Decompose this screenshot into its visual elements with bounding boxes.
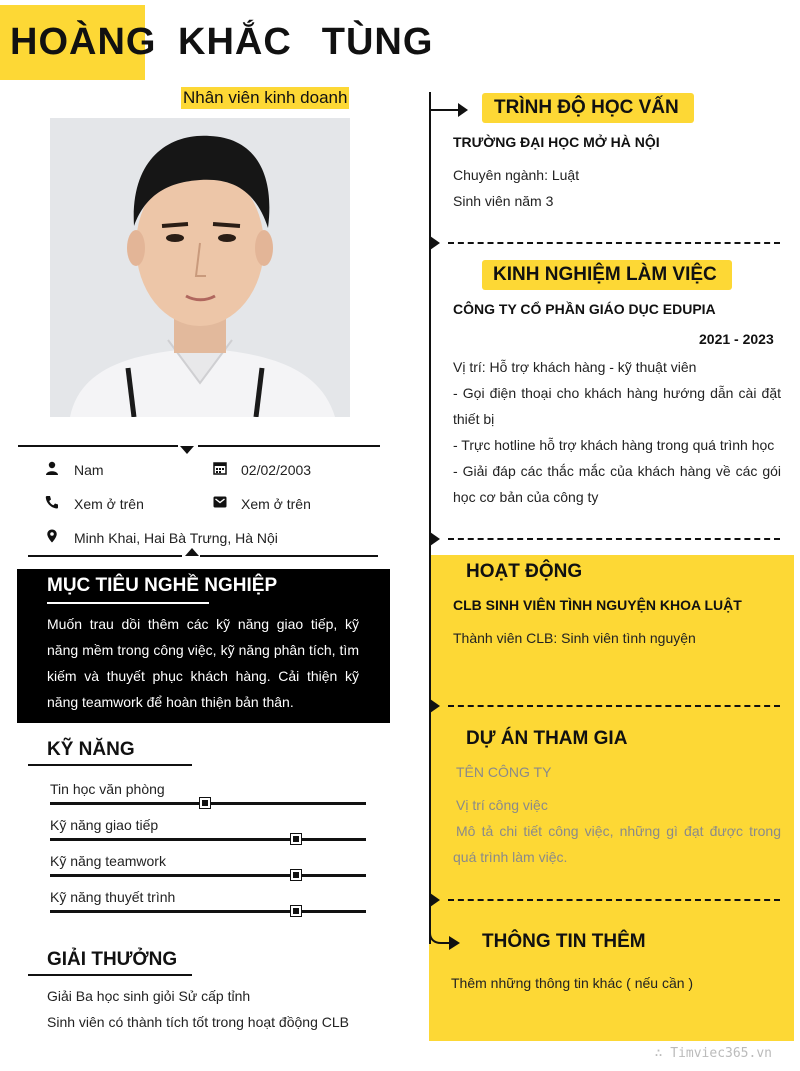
- mail-icon: [213, 495, 227, 509]
- skill-level-handle[interactable]: [291, 870, 301, 880]
- activities-org: CLB SINH VIÊN TÌNH NGUYỆN KHOA LUẬT: [453, 597, 742, 613]
- awards-underline: [28, 974, 192, 976]
- name-middle: KHẮC: [178, 21, 292, 63]
- phone-value: Xem ở trên: [74, 496, 144, 512]
- gender-value: Nam: [74, 462, 104, 478]
- user-icon: [45, 461, 59, 475]
- calendar-icon: [213, 461, 227, 475]
- section-divider: [448, 242, 780, 244]
- skills-title: KỸ NĂNG: [47, 739, 135, 760]
- divider-marker: [180, 446, 194, 454]
- location-pin-icon: [45, 529, 59, 543]
- info-top-divider-right: [198, 445, 380, 447]
- projects-desc: Mô tả chi tiết công việc, những gì đạt được trong quá trình làm việc.: [453, 823, 781, 865]
- skill-level-handle[interactable]: [291, 834, 301, 844]
- timeline-marker: [430, 236, 440, 250]
- activities-line: Thành viên CLB: Sinh viên tình nguyện: [453, 630, 696, 646]
- skill-track: [50, 910, 366, 913]
- profile-photo: [50, 118, 350, 417]
- skill-label: Kỹ năng thuyết trình: [50, 889, 176, 905]
- experience-duty: - Giải đáp các thắc mắc của khách hàng về các gói học cơ bản của công ty: [453, 463, 781, 505]
- section-divider: [448, 899, 780, 901]
- experience-period: 2021 - 2023: [699, 331, 774, 347]
- timeline-marker: [430, 532, 440, 546]
- skill-track: [50, 838, 366, 841]
- projects-role: Vị trí công việc: [456, 797, 548, 813]
- curved-arrow-icon: [427, 915, 463, 951]
- info-bottom-divider-left: [28, 555, 182, 557]
- info-bottom-divider-right: [200, 555, 378, 557]
- section-divider: [448, 538, 780, 540]
- objective-underline: [47, 602, 209, 604]
- career-objective-section: [17, 569, 390, 723]
- arrow-right-icon: [458, 103, 468, 117]
- divider-marker-up: [185, 548, 199, 556]
- award-item: Sinh viên có thành tích tốt trong hoạt đồộng CLB: [47, 1014, 349, 1030]
- name-rest: [178, 5, 463, 80]
- activities-title: HOẠT ĐỘNG: [466, 561, 583, 582]
- timeline-marker: [430, 699, 440, 713]
- objective-title: MỤC TIÊU NGHỀ NGHIỆP: [47, 575, 278, 596]
- education-title: TRÌNH ĐỘ HỌC VẤN: [494, 97, 679, 118]
- skill-label: Kỹ năng teamwork: [50, 853, 166, 869]
- projects-title: DỰ ÁN THAM GIA: [466, 728, 628, 749]
- watermark: ∴ Timviec365.vn: [654, 1046, 772, 1061]
- section-divider: [448, 705, 780, 707]
- skill-track: [50, 874, 366, 877]
- extra-title: THÔNG TIN THÊM: [482, 931, 646, 952]
- education-year: Sinh viên năm 3: [453, 193, 554, 209]
- objective-text: Muốn trau dồi thêm các kỹ năng giao tiếp, kỹ năng mềm trong công việc, kỹ năng phân tích, tìm kiếm và thuyết phục khách hàng. Cải thiện kỹ năng teamwork để hoàn thiện bản thân.: [47, 616, 359, 710]
- experience-duty: - Trực hotline hỗ trợ khách hàng trong quá trình học: [453, 437, 775, 453]
- skill-level-handle[interactable]: [291, 906, 301, 916]
- dob-value: 02/02/2003: [241, 462, 312, 478]
- awards-title: GIẢI THƯỞNG: [47, 949, 178, 970]
- extra-text: Thêm những thông tin khác ( nếu cần ): [451, 975, 694, 991]
- job-title: Nhân viên kinh doanh: [183, 88, 348, 107]
- skill-level-handle[interactable]: [200, 798, 210, 808]
- info-top-divider-left: [18, 445, 178, 447]
- experience-title: KINH NGHIỆM LÀM VIỆC: [493, 264, 717, 285]
- experience-duty: - Gọi điện thoại cho khách hàng hướng dẫn cài đặt thiết bị: [453, 385, 781, 427]
- address-value: Minh Khai, Hai Bà Trưng, Hà Nội: [74, 530, 278, 546]
- award-item: Giải Ba học sinh giỏi Sử cấp tỉnh: [47, 988, 251, 1004]
- projects-company: TÊN CÔNG TY: [456, 764, 552, 780]
- timeline-line: [429, 92, 431, 944]
- phone-icon: [45, 495, 59, 509]
- name-first: HOÀNG: [0, 5, 145, 80]
- education-connector: [430, 109, 458, 111]
- education-major: Chuyên ngành: Luật: [453, 167, 580, 183]
- email-value: Xem ở trên: [241, 496, 311, 512]
- experience-role: Vị trí: Hỗ trợ khách hàng - kỹ thuật viên: [453, 359, 697, 375]
- timeline-marker: [430, 893, 440, 907]
- skill-label: Kỹ năng giao tiếp: [50, 817, 159, 833]
- experience-company: CÔNG TY CỔ PHẦN GIÁO DỤC EDUPIA: [453, 301, 716, 317]
- skill-label: Tin học văn phòng: [50, 781, 165, 797]
- name-last: TÙNG: [321, 21, 434, 63]
- education-school: TRƯỜNG ĐẠI HỌC MỞ HÀ NỘI: [453, 134, 660, 150]
- skills-underline: [28, 764, 192, 766]
